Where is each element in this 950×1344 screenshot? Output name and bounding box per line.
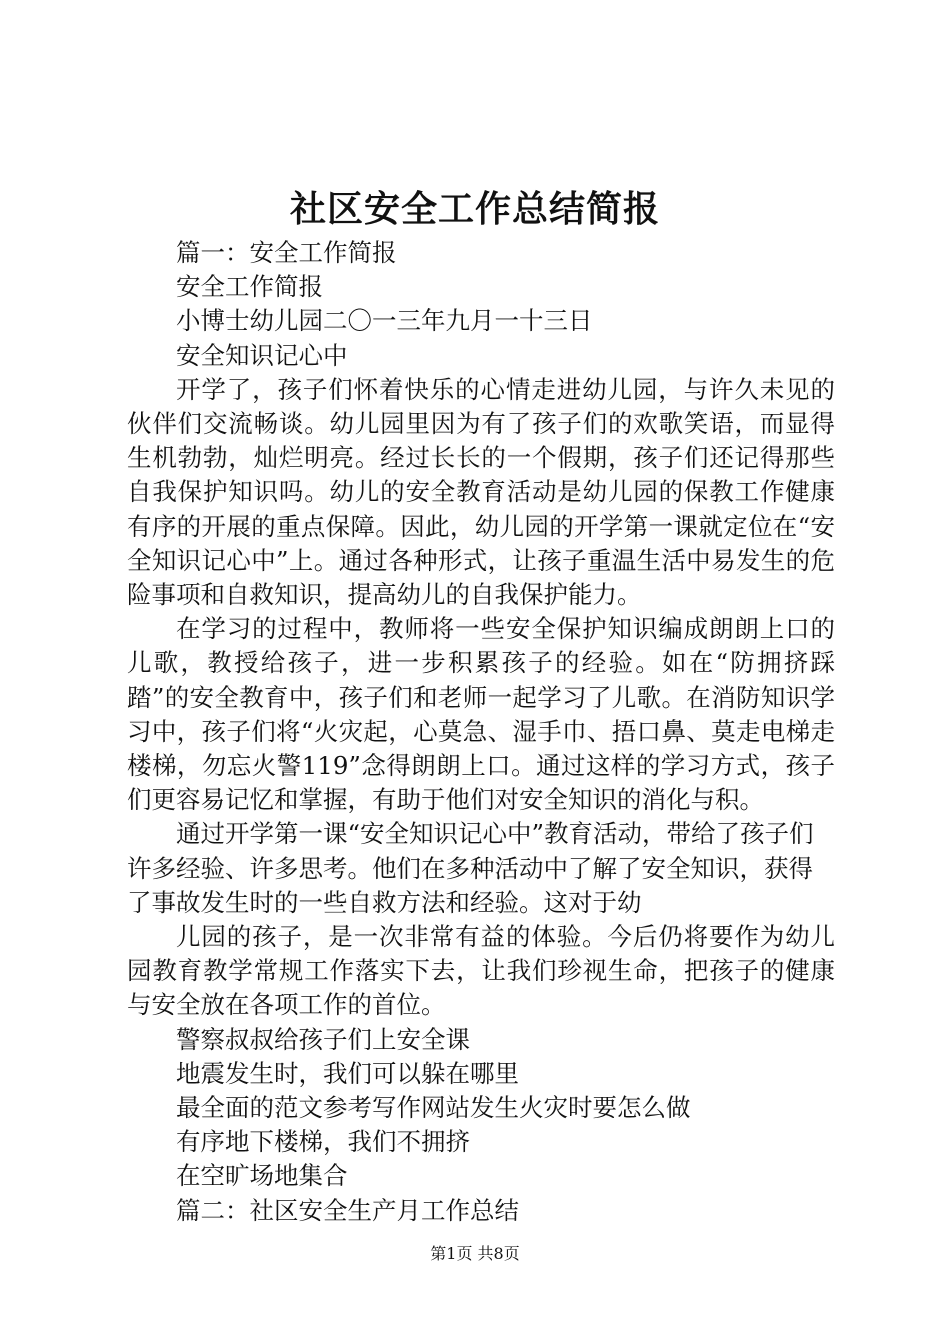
body-paragraph: 通过开学第一课“安全知识记心中”教育活动，带给了孩子们许多经验、许多思考。他们在多种活动中了解了安全知识，获得了事故发生时的一些自救方法和经验。这对于幼	[127, 819, 814, 917]
page-footer: 第1页 共8页	[430, 1244, 520, 1263]
photo-caption-line: 警察叔叔给孩子们上安全课	[176, 1024, 470, 1054]
photo-caption-line: 有序地下楼梯，我们不拥挤	[176, 1127, 470, 1157]
document-body	[127, 236, 835, 1228]
report-title-line: 安全工作简报	[176, 272, 323, 302]
report-date-line: 小博士幼儿园二〇一三年九月一十三日	[176, 306, 593, 336]
section-heading: 篇二：社区安全生产月工作总结	[176, 1195, 519, 1225]
body-paragraph: 在学习的过程中，教师将一些安全保护知识编成朗朗上口的儿歌，教授给孩子，进一步积累孩子的经验。如在“防拥挤踩踏”的安全教育中，孩子们和老师一起学习了儿歌。在消防知识学习中，孩子们将“火灾起，心莫急、湿手巾、捂口鼻、莫走电梯走楼梯，勿忘火警119”念得朗朗上口。通过这样的学习方式，孩子们更容易记忆和掌握，有助于他们对安全知识的消化与积。	[127, 614, 835, 815]
photo-caption-line: 地震发生时，我们可以躲在哪里	[176, 1058, 519, 1088]
body-paragraph: 开学了，孩子们怀着快乐的心情走进幼儿园，与许久未见的伙伴们交流畅谈。幼儿园里因为有了孩子们的欢歌笑语，而显得生机勃勃，灿烂明亮。经过长长的一个假期，孩子们还记得那些自我保护知识吗。幼儿的安全教育活动是幼儿园的保教工作健康有序的开展的重点保障。因此，幼儿园的开学第一课就定位在“安全知识记心中”上。通过各种形式，让孩子重温生活中易发生的危险事项和自救知识，提高幼儿的自我保护能力。	[127, 374, 835, 610]
report-subtitle-line: 安全知识记心中	[176, 340, 348, 370]
body-paragraph: 儿园的孩子，是一次非常有益的体验。今后仍将要作为幼儿园教育教学常规工作落实下去，让我们珍视生命，把孩子的健康与安全放在各项工作的首位。	[127, 922, 835, 1020]
photo-caption-line: 在空旷场地集合	[176, 1161, 348, 1191]
section-heading: 篇一：安全工作简报	[176, 238, 397, 267]
photo-caption-line: 最全面的范文参考写作网站发生火灾时要怎么做	[176, 1093, 691, 1123]
document-title: 社区安全工作总结简报	[289, 188, 660, 230]
